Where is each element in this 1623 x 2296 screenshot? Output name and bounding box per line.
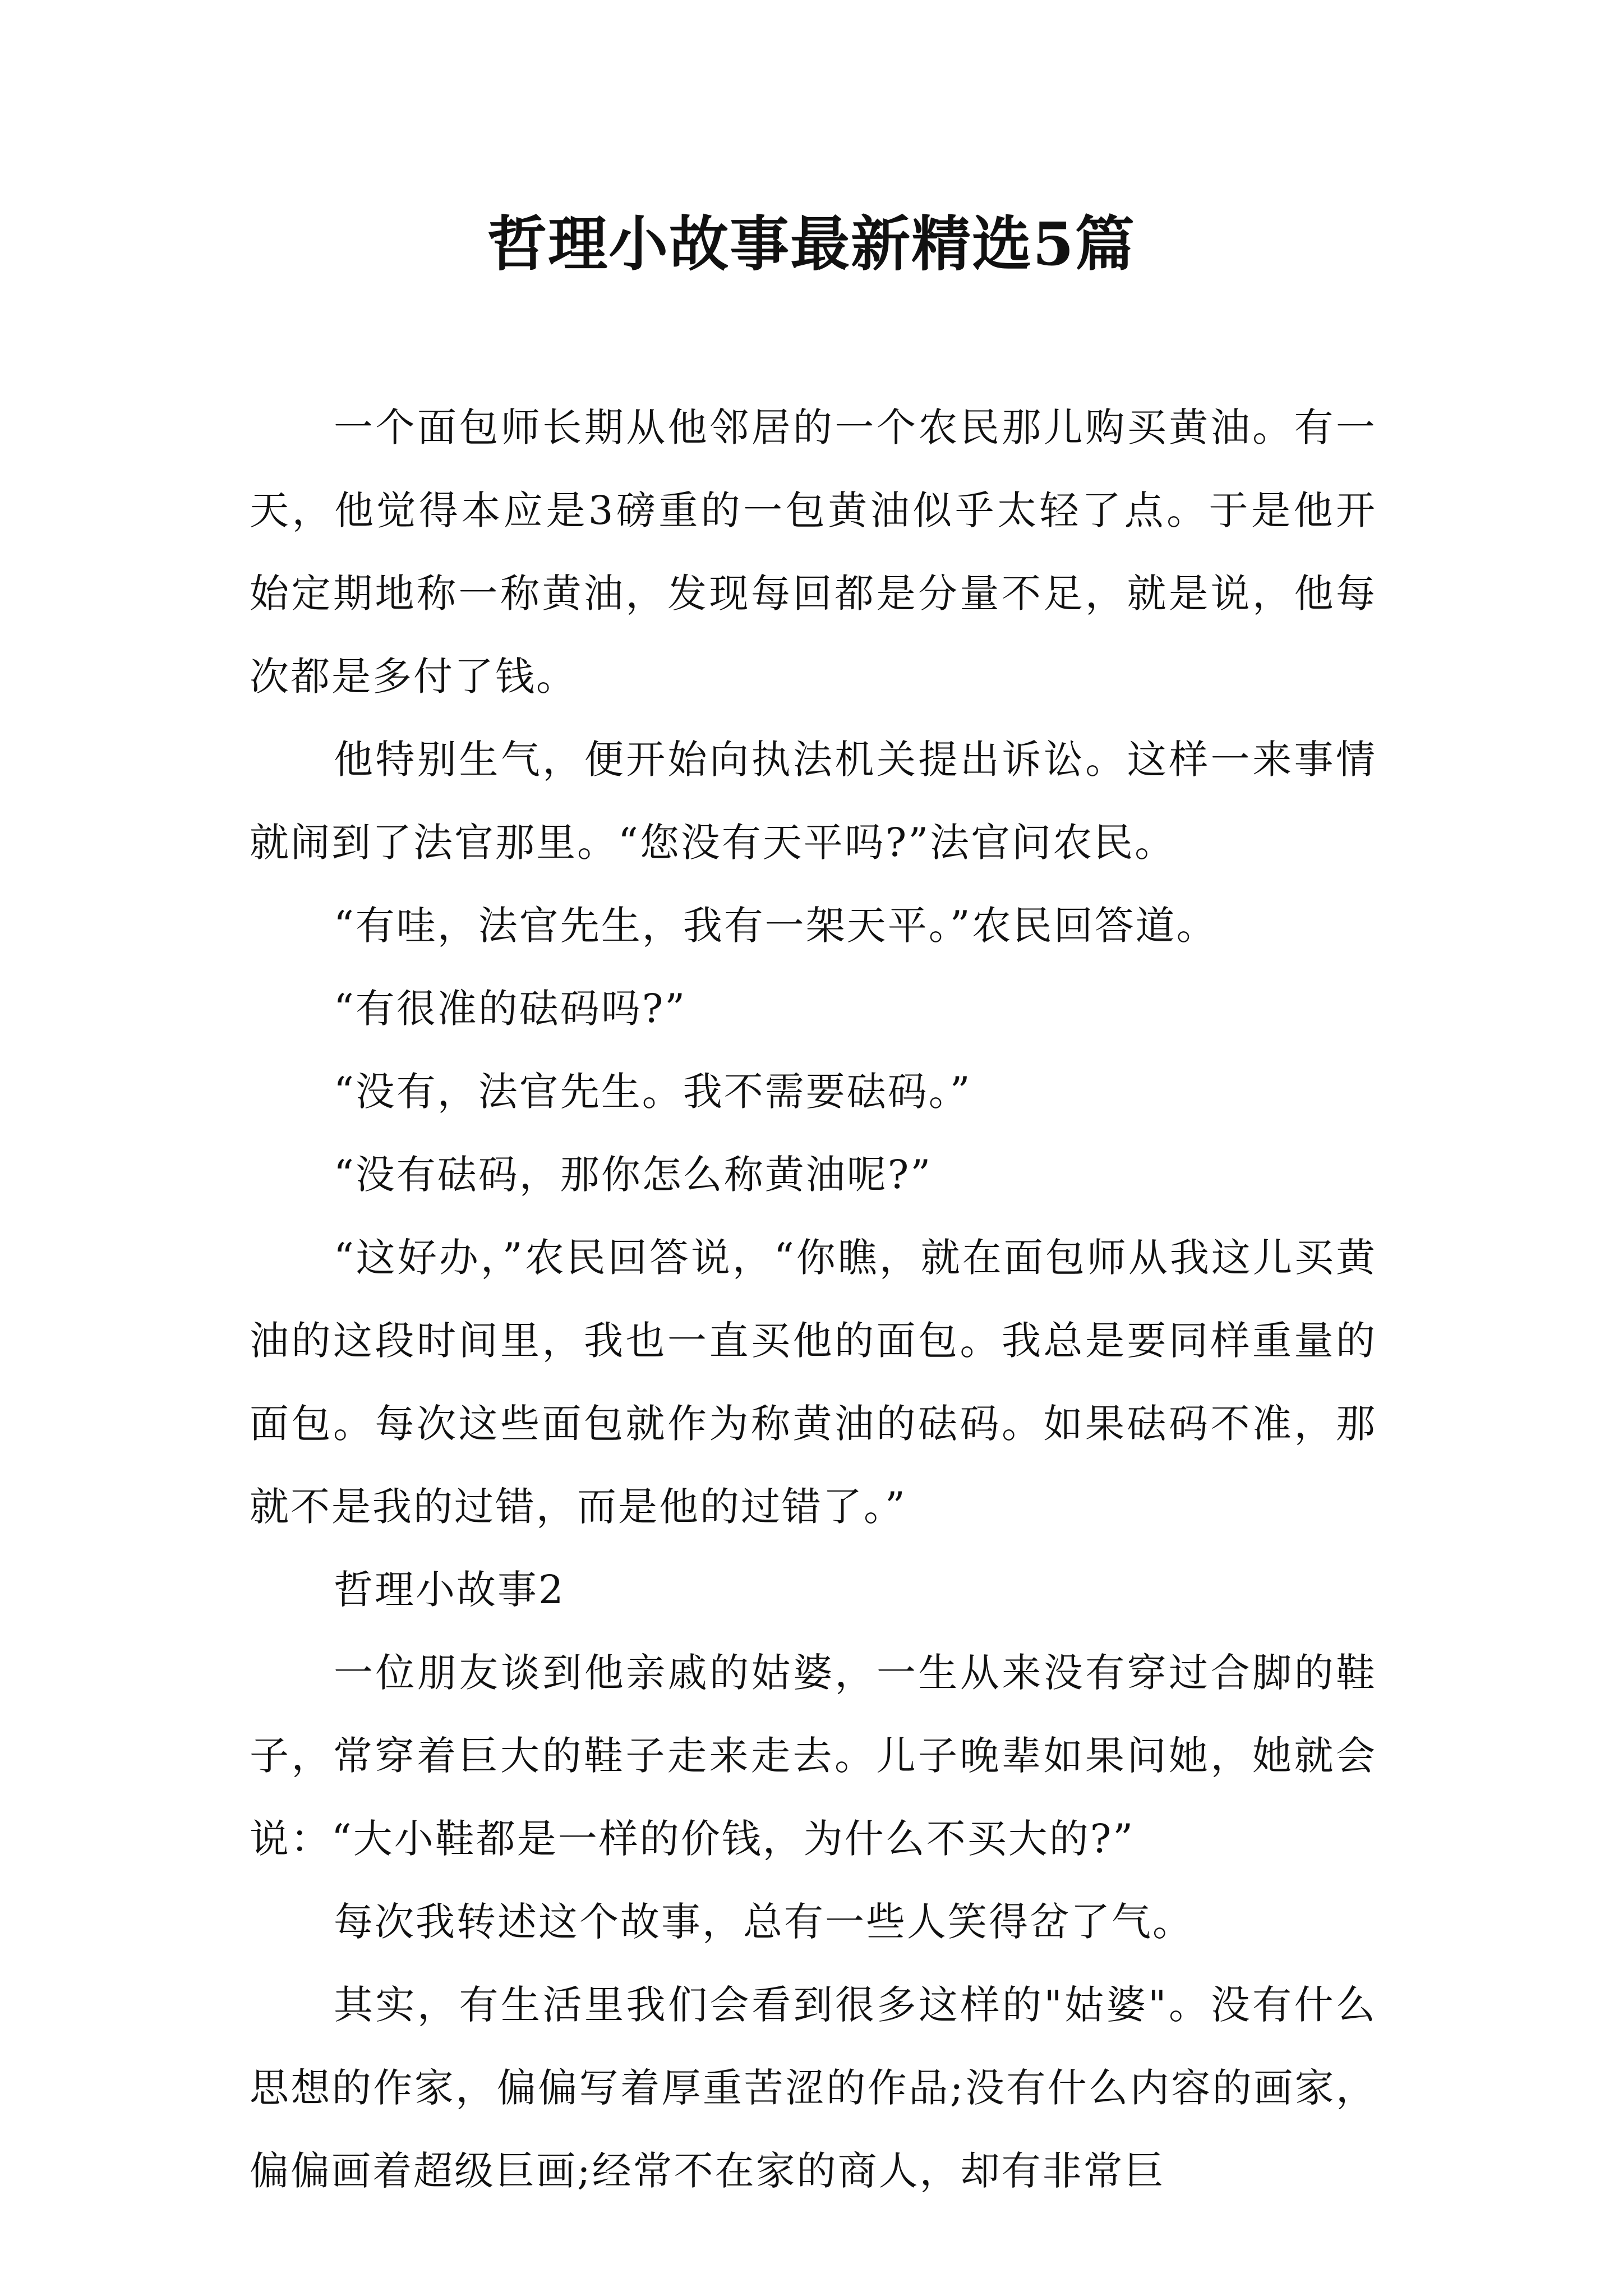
paragraph-10: 每次我转述这个故事，总有一些人笑得岔了气。: [334, 1899, 1193, 1945]
paragraph-6: “没有砝码，那你怎么称黄油呢?”: [334, 1152, 933, 1198]
paragraph-1: 一个面包师长期从他邻居的一个农民那儿购买黄油。有一天，他觉得本应是3磅重的一包黄油似乎太轻了点。于是他开始定期地称一称黄油，发现每回都是分量不足，就是说，他每次都是多付了钱。: [250, 404, 1377, 700]
paragraph-9: 一位朋友谈到他亲戚的姑婆，一生从来没有穿过合脚的鞋子，常穿着巨大的鞋子走来走去。儿子晚辈如果问她，她就会说：“大小鞋都是一样的价钱，为什么不买大的?”: [250, 1650, 1377, 1862]
document-body: [250, 386, 1377, 2212]
document-title: 哲理小故事最新精选5篇: [487, 209, 1136, 279]
paragraph-5: “没有，法官先生。我不需要砝码。”: [334, 1069, 972, 1115]
paragraph-3: “有哇，法官先生，我有一架天平。”农民回答道。: [334, 903, 1218, 949]
paragraph-2: 他特别生气，便开始向执法机关提出诉讼。这样一来事情就闹到了法官那里。“您没有天平吗?”法官问农民。: [250, 737, 1377, 866]
paragraph-4: “有很准的砝码吗?”: [334, 986, 687, 1032]
paragraph-11: 其实，有生活里我们会看到很多这样的"姑婆"。没有什么思想的作家，偏偏写着厚重苦涩的作品;没有什么内容的画家，偏偏画着超级巨画;经常不在家的商人，却有非常巨: [250, 1982, 1377, 2194]
paragraph-7: “这好办，”农民回答说，“你瞧，就在面包师从我这儿买黄油的这段时间里，我也一直买他的面包。我总是要同样重量的面包。每次这些面包就作为称黄油的砝码。如果砝码不准，那就不是我的过错，而是他的过错了。”: [250, 1235, 1377, 1530]
section-heading-story-2: 哲理小故事2: [334, 1567, 565, 1613]
